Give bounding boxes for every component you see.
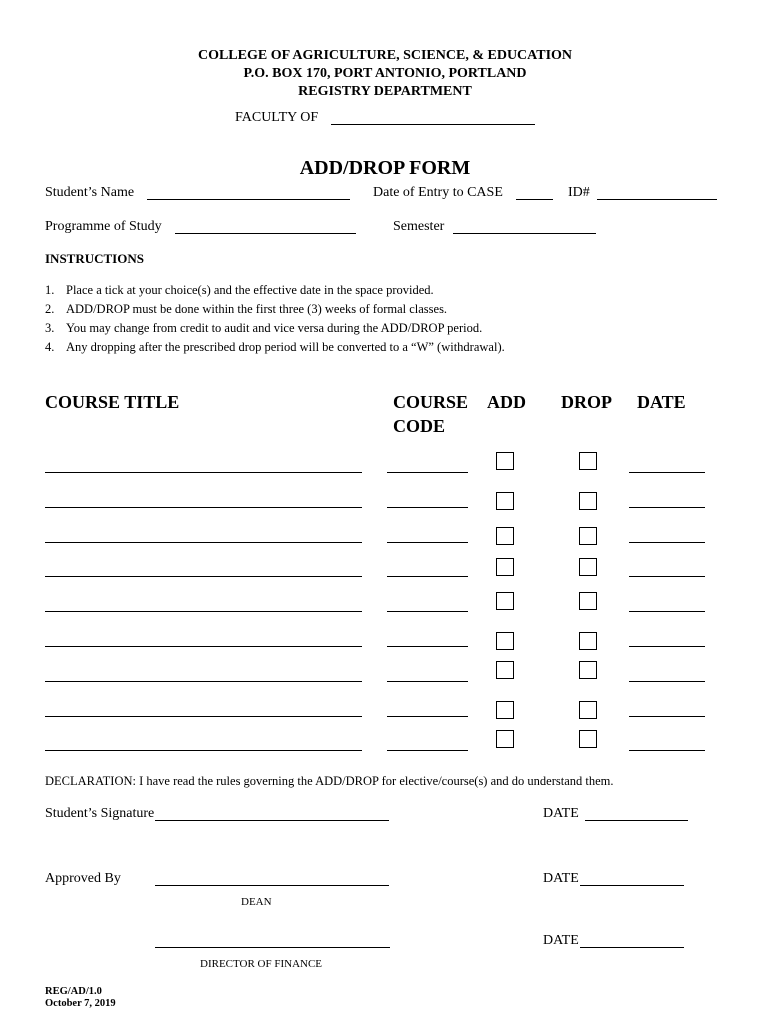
- instruction-number: 2.: [45, 302, 55, 316]
- drop-checkbox[interactable]: [579, 452, 597, 470]
- dean-date-label: DATE: [543, 871, 579, 886]
- faculty-field[interactable]: [331, 124, 535, 125]
- course-code-field[interactable]: [387, 611, 468, 612]
- add-checkbox[interactable]: [496, 632, 514, 650]
- student-name-field[interactable]: [147, 199, 350, 200]
- course-code-field[interactable]: [387, 507, 468, 508]
- add-checkbox[interactable]: [496, 492, 514, 510]
- dean-signature-field[interactable]: [155, 885, 389, 886]
- drop-checkbox[interactable]: [579, 592, 597, 610]
- student-signature-label: Student’s Signature: [45, 806, 155, 821]
- instruction-number: 3.: [45, 321, 55, 335]
- course-title-field[interactable]: [45, 611, 362, 612]
- instruction-item: You may change from credit to audit and vice versa during the ADD/DROP period.: [66, 321, 483, 335]
- course-title-field[interactable]: [45, 681, 362, 682]
- drop-checkbox[interactable]: [579, 632, 597, 650]
- student-signature-field[interactable]: [155, 820, 389, 821]
- course-title-field[interactable]: [45, 542, 362, 543]
- add-checkbox[interactable]: [496, 452, 514, 470]
- instruction-item: Place a tick at your choice(s) and the effective date in the space provided.: [66, 283, 434, 297]
- course-title-field[interactable]: [45, 576, 362, 577]
- id-label: ID#: [568, 185, 590, 200]
- course-code-header-line1: COURSE: [393, 392, 469, 412]
- drop-checkbox[interactable]: [579, 527, 597, 545]
- signature-date-label: DATE: [543, 806, 579, 821]
- drop-checkbox[interactable]: [579, 558, 597, 576]
- date-field[interactable]: [629, 507, 705, 508]
- declaration-text: DECLARATION: I have read the rules governing the ADD/DROP for elective/course(s) and do understand them.: [45, 774, 614, 788]
- instruction-number: 4.: [45, 340, 55, 354]
- course-code-header-line2: CODE: [393, 416, 446, 436]
- add-checkbox[interactable]: [496, 701, 514, 719]
- form-code: REG/AD/1.0: [45, 986, 102, 997]
- college-address: P.O. BOX 170, PORT ANTONIO, PORTLAND: [243, 66, 527, 81]
- course-code-field[interactable]: [387, 542, 468, 543]
- course-title-field[interactable]: [45, 646, 362, 647]
- instruction-item: ADD/DROP must be done within the first three (3) weeks of formal classes.: [66, 302, 448, 316]
- date-header: DATE: [637, 392, 686, 412]
- college-name: COLLEGE OF AGRICULTURE, SCIENCE, & EDUCATION: [197, 48, 573, 63]
- drop-checkbox[interactable]: [579, 661, 597, 679]
- drop-checkbox[interactable]: [579, 730, 597, 748]
- add-checkbox[interactable]: [496, 558, 514, 576]
- course-code-field[interactable]: [387, 576, 468, 577]
- date-field[interactable]: [629, 681, 705, 682]
- add-checkbox[interactable]: [496, 592, 514, 610]
- faculty-label: FACULTY OF: [235, 110, 319, 125]
- course-code-field[interactable]: [387, 716, 468, 717]
- date-of-entry-label: Date of Entry to CASE: [373, 185, 503, 200]
- date-field[interactable]: [629, 472, 705, 473]
- department-name: REGISTRY DEPARTMENT: [298, 84, 472, 99]
- semester-field[interactable]: [453, 233, 596, 234]
- course-title-field[interactable]: [45, 716, 362, 717]
- semester-label: Semester: [393, 219, 445, 234]
- id-field[interactable]: [597, 199, 717, 200]
- date-field[interactable]: [629, 611, 705, 612]
- instruction-item: Any dropping after the prescribed drop period will be converted to a “W” (withdrawal).: [66, 340, 505, 354]
- course-code-field[interactable]: [387, 681, 468, 682]
- date-of-entry-field[interactable]: [516, 199, 553, 200]
- drop-header: DROP: [561, 392, 612, 412]
- course-title-field[interactable]: [45, 507, 362, 508]
- signature-date-field[interactable]: [585, 820, 688, 821]
- programme-field[interactable]: [175, 233, 356, 234]
- form-revision-date: October 7, 2019: [45, 998, 116, 1009]
- director-date-field[interactable]: [580, 947, 684, 948]
- form-title: ADD/DROP FORM: [299, 157, 471, 179]
- date-field[interactable]: [629, 646, 705, 647]
- approved-by-label: Approved By: [45, 871, 121, 886]
- course-code-field[interactable]: [387, 750, 468, 751]
- student-name-label: Student’s Name: [45, 185, 135, 200]
- course-code-field[interactable]: [387, 472, 468, 473]
- add-checkbox[interactable]: [496, 730, 514, 748]
- director-date-label: DATE: [543, 933, 579, 948]
- programme-label: Programme of Study: [45, 219, 162, 234]
- course-code-field[interactable]: [387, 646, 468, 647]
- instructions-heading: INSTRUCTIONS: [45, 251, 144, 266]
- course-title-field[interactable]: [45, 472, 362, 473]
- drop-checkbox[interactable]: [579, 701, 597, 719]
- add-header: ADD: [487, 392, 526, 412]
- date-field[interactable]: [629, 750, 705, 751]
- date-field[interactable]: [629, 542, 705, 543]
- date-field[interactable]: [629, 716, 705, 717]
- director-of-finance-label: DIRECTOR OF FINANCE: [200, 958, 323, 970]
- drop-checkbox[interactable]: [579, 492, 597, 510]
- course-title-header: COURSE TITLE: [45, 392, 180, 412]
- add-checkbox[interactable]: [496, 527, 514, 545]
- dean-label: DEAN: [241, 896, 272, 908]
- add-checkbox[interactable]: [496, 661, 514, 679]
- dean-date-field[interactable]: [580, 885, 684, 886]
- instruction-number: 1.: [45, 283, 55, 297]
- director-signature-field[interactable]: [155, 947, 390, 948]
- course-title-field[interactable]: [45, 750, 362, 751]
- date-field[interactable]: [629, 576, 705, 577]
